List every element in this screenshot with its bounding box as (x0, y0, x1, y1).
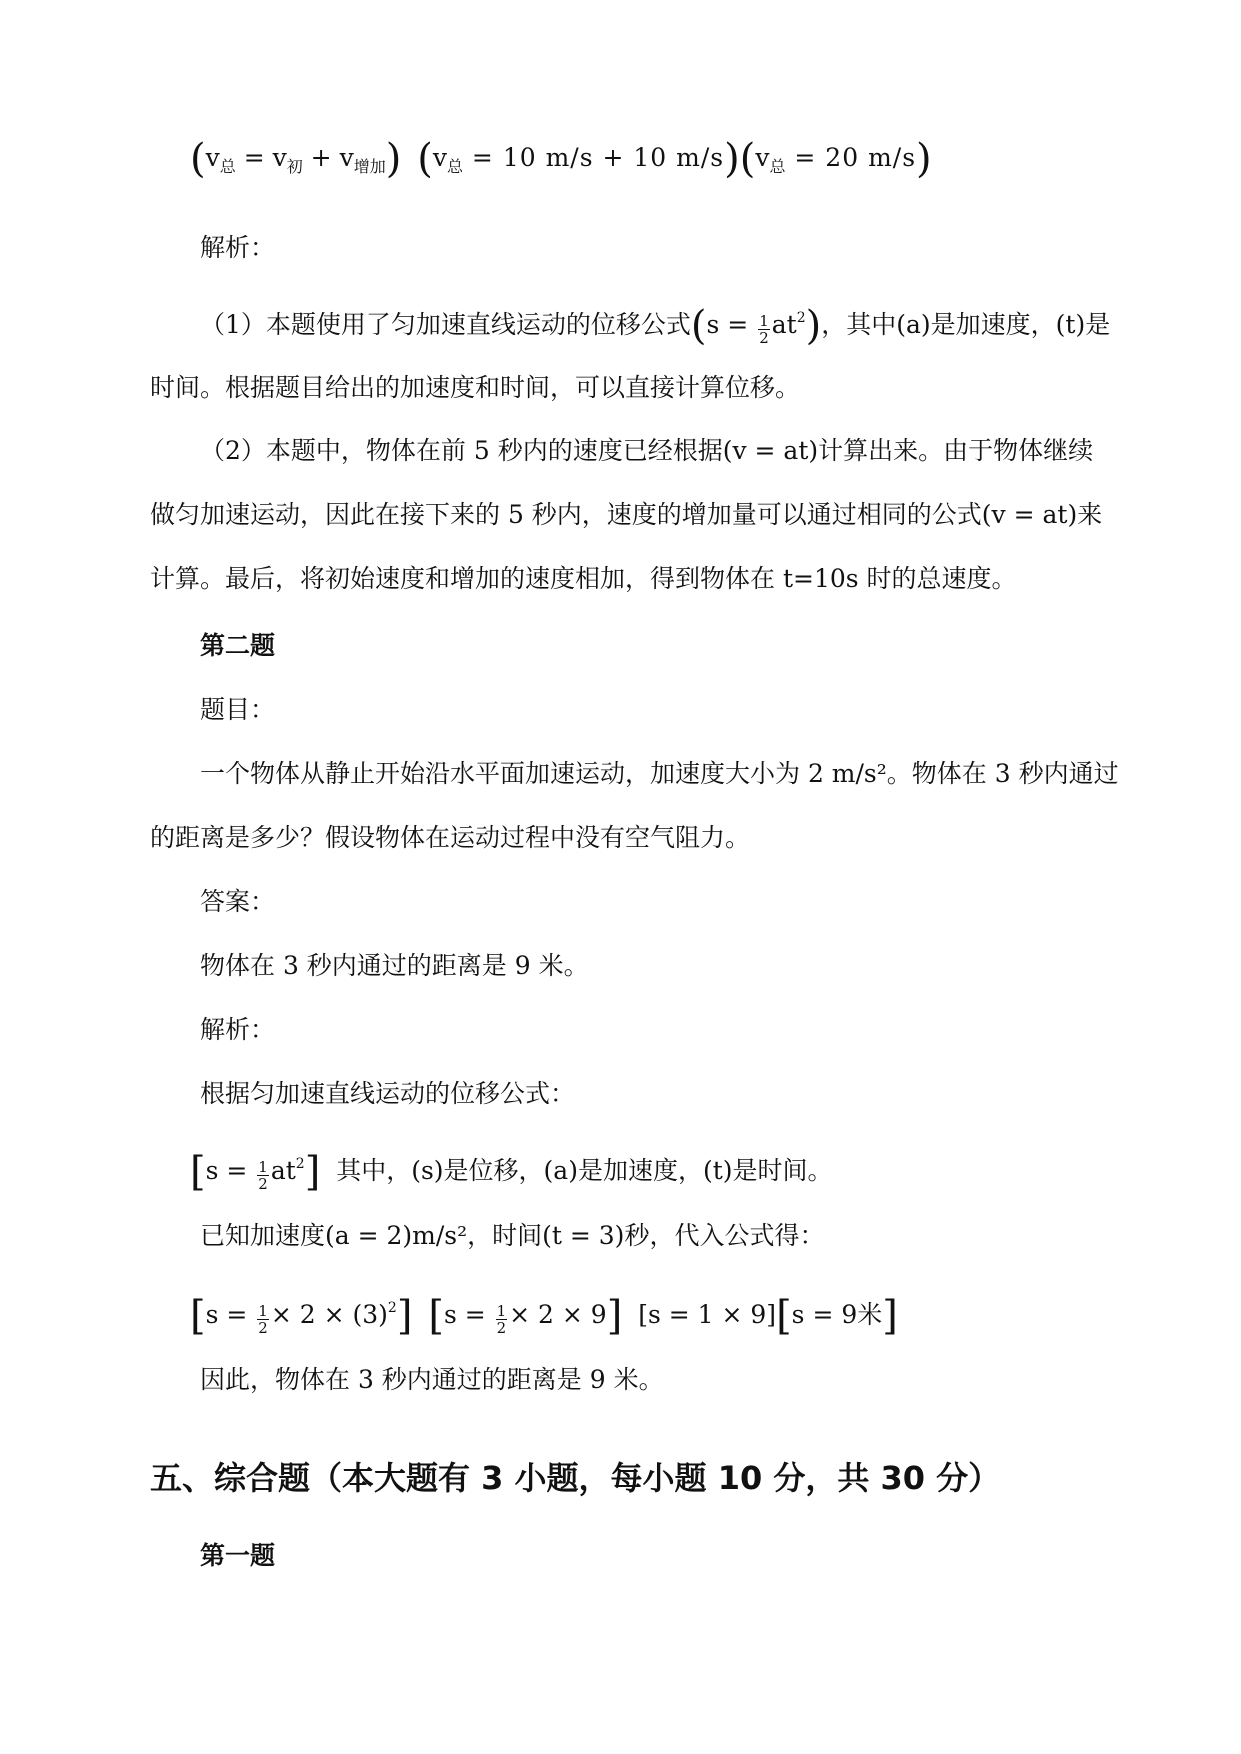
formula-text: × 2 × (3) (270, 1300, 388, 1329)
paragraph-1-line-1 (200, 300, 1111, 349)
paragraph-2-line-1: （2）本题中，物体在前 5 秒内的速度已经根据(v = at)计算出来。由于物体继续 (200, 436, 1094, 465)
numerator: 1 (258, 1158, 268, 1176)
paragraph-text: （1）本题使用了匀加速直线运动的位移公式 (200, 310, 691, 339)
known-values: 已知加速度(a = 2)m/s²，时间(t = 3)秒，代入公式得： (200, 1221, 825, 1250)
question-1-heading: 第一题 (200, 1541, 276, 1570)
open-paren: ( (190, 136, 206, 182)
formula-text: s = (205, 1300, 256, 1329)
close-paren: ) (805, 303, 822, 349)
formula-subscript: 总 (769, 157, 786, 176)
answer-text: 物体在 3 秒内通过的距离是 9 米。 (200, 951, 589, 980)
formula-text: + v (302, 143, 354, 172)
formula-subscript: 总 (446, 157, 463, 176)
fraction (496, 1303, 508, 1336)
numerator: 1 (759, 312, 769, 330)
velocity-formula-line (190, 136, 932, 185)
calculation-line (190, 1290, 898, 1339)
close-paren: ) (724, 136, 740, 182)
exponent: 2 (295, 1156, 305, 1172)
denominator: 2 (258, 1319, 268, 1337)
formula-text: v (432, 143, 447, 172)
close-bracket: ] (396, 1293, 413, 1339)
analysis-label: 解析： (200, 233, 276, 262)
formula-text: at (270, 1156, 296, 1185)
formula-text: v (205, 143, 220, 172)
conclusion: 因此，物体在 3 秒内通过的距离是 9 米。 (200, 1365, 664, 1394)
open-bracket: [ (428, 1293, 444, 1339)
numerator: 1 (496, 1302, 507, 1320)
problem-line-2: 的距离是多少？假设物体在运动过程中没有空气阻力。 (150, 823, 751, 852)
displacement-formula-line (190, 1146, 833, 1195)
fraction (257, 1303, 269, 1336)
formula-subscript: 增加 (353, 157, 386, 176)
open-bracket: [ (190, 1293, 206, 1339)
paragraph-2-line-3: 计算。最后，将初始速度和增加的速度相加，得到物体在 t=10s 时的总速度。 (150, 564, 1017, 593)
paragraph-1-line-2: 时间。根据题目给出的加速度和时间，可以直接计算位移。 (150, 373, 801, 402)
paragraph-text: ，其中(a)是加速度，(t)是 (821, 310, 1111, 339)
formula-intro: 根据匀加速直线运动的位移公式： (200, 1079, 576, 1108)
analysis-label: 解析： (200, 1015, 276, 1044)
fraction (257, 1159, 269, 1192)
formula-text: = 20 m/s (785, 143, 917, 172)
close-bracket: ] (882, 1293, 898, 1339)
close-paren: ) (385, 136, 402, 182)
formula-text: s = (205, 1156, 256, 1185)
open-bracket: [ (190, 1149, 206, 1195)
close-bracket: ] (304, 1149, 321, 1195)
open-bracket: [ (776, 1293, 792, 1339)
denominator: 2 (759, 329, 769, 347)
formula-text: v (755, 143, 770, 172)
answer-label: 答案： (200, 887, 276, 916)
open-paren: ( (739, 136, 756, 182)
paragraph-2-line-2: 做匀加速运动，因此在接下来的 5 秒内，速度的增加量可以通过相同的公式(v = at)来 (150, 500, 1103, 529)
formula-subscript: 总 (219, 157, 236, 176)
exponent: 2 (387, 1300, 397, 1316)
formula-text: s = (443, 1300, 494, 1329)
section-5-heading: 五、综合题（本大题有 3 小题，每小题 10 分，共 30 分） (150, 1459, 1001, 1497)
formula-text: at (771, 310, 797, 339)
formula-text: s = (706, 310, 757, 339)
formula-text: = 10 m/s + 10 m/s (462, 143, 725, 172)
formula-explanation: 其中，(s)是位移，(a)是加速度，(t)是时间。 (336, 1156, 833, 1185)
question-2-heading: 第二题 (200, 631, 276, 660)
open-paren: ( (690, 303, 707, 349)
formula-text: × 2 × 9 (509, 1300, 607, 1329)
formula-text: = v (235, 143, 287, 172)
denominator: 2 (258, 1175, 268, 1193)
problem-line-1: 一个物体从静止开始沿水平面加速运动，加速度大小为 2 m/s²。物体在 3 秒内通过 (200, 759, 1119, 788)
open-paren: ( (417, 136, 433, 182)
denominator: 2 (496, 1319, 507, 1337)
formula-text: s = 9米 (791, 1300, 883, 1329)
fraction (758, 313, 770, 346)
question-title-label: 题目： (200, 695, 276, 724)
formula-text: [s = 1 × 9] (638, 1300, 777, 1329)
exponent: 2 (796, 310, 806, 326)
numerator: 1 (258, 1302, 268, 1320)
close-paren: ) (916, 136, 932, 182)
formula-subscript: 初 (286, 157, 303, 176)
close-bracket: ] (606, 1293, 623, 1339)
